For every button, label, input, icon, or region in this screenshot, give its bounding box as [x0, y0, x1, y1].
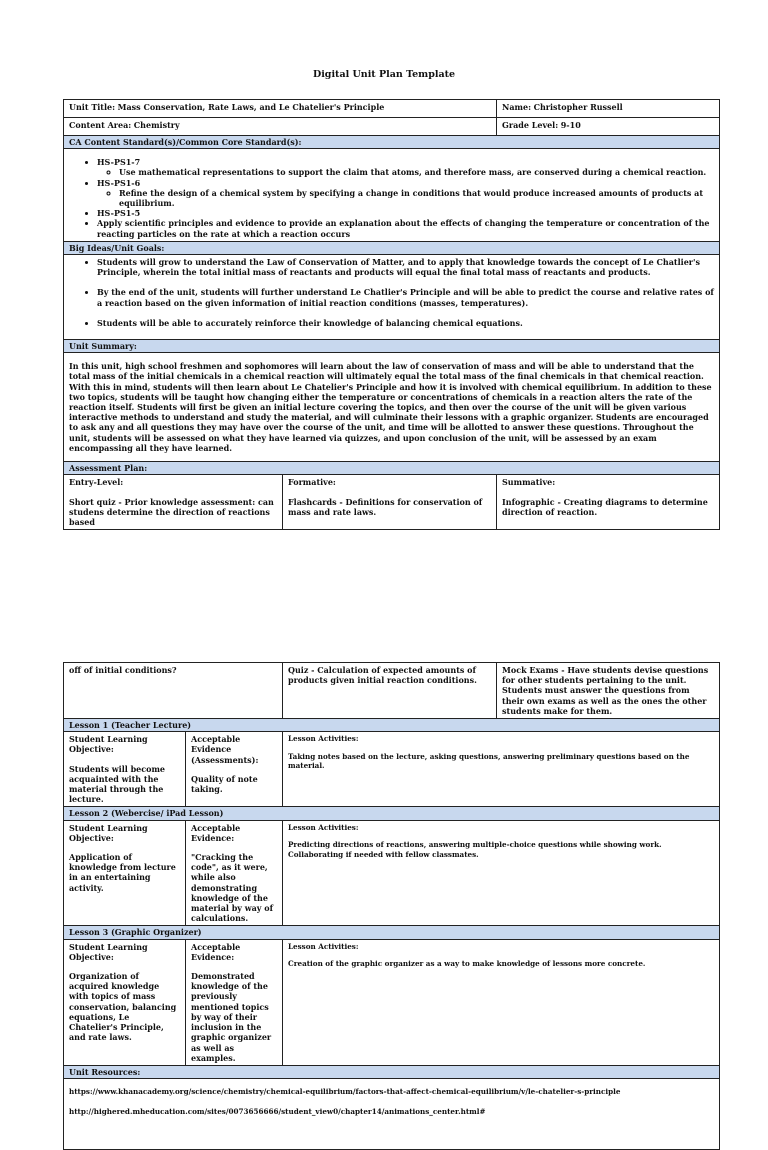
lesson-3-activities-cell: Lesson Activities: Creation of the graphic organizer as a way to make knowledge of lessons more concrete.	[283, 939, 720, 1065]
entry-level-continued: off of initial conditions?	[64, 663, 283, 719]
standard-description: ◦ Refine the design of a chemical system by specifying a change in conditions that would produce increased amounts of products at equilibrium.	[119, 188, 714, 208]
lesson-3-objective-cell: Student Learning Objective: Organization of acquired knowledge with topics of mass conservation, balancing equations, Le Chatelier's Principle, and rate laws.	[64, 939, 186, 1065]
unit-title-cell	[64, 100, 497, 118]
document-title: Digital Unit Plan Template	[312, 69, 456, 80]
standard-code: • HS-PS1-7	[97, 157, 714, 167]
lesson-1-evidence: Quality of note taking.	[191, 773, 258, 795]
entry-level-label: Entry-Level:	[69, 477, 124, 488]
unit-summary-heading: Unit Summary:	[64, 340, 720, 353]
standards-heading: CA Content Standard(s)/Common Core Standard(s):	[64, 136, 720, 149]
lesson-1-activities-cell: Lesson Activities: Taking notes based on the lecture, asking questions, answering preliminary questions based on the material.	[283, 732, 720, 807]
standard-code: • HS-PS1-6	[97, 178, 714, 188]
lesson-2-activities-cell: Lesson Activities: Predicting directions of reactions, answering multiple-choice questions while showing work. Collaborating if needed with fellow classmates.	[283, 820, 720, 926]
lesson-2-heading: Lesson 2 (Webercise/ iPad Lesson)	[64, 807, 720, 820]
lesson-1-objective: Students will become acquainted with the material through the lecture.	[69, 763, 166, 805]
content-area-row	[64, 118, 720, 136]
big-idea-item: • Students will grow to understand the Law of Conservation of Matter, and to apply that knowledge towards the concept of Le Chatlier's Principle, wherein the total initial mass of reactants and products will equal the final total mass of reactants and products.	[97, 257, 714, 277]
lesson-2-objective: Application of knowledge from lecture in an entertaining activity.	[69, 852, 176, 893]
summative-label: Summative:	[502, 477, 556, 488]
content-area-value: Chemistry	[133, 120, 180, 130]
formative-label: Formative:	[288, 477, 336, 488]
unit-summary-cell	[64, 353, 720, 462]
standard-code: • HS-PS1-5	[97, 208, 714, 218]
unit-title-label: Unit Title:	[69, 102, 116, 112]
big-ideas-list	[69, 257, 714, 328]
unit-title-row	[64, 100, 720, 118]
resource-link[interactable]: https://www.khanacademy.org/science/chemistry/chemical-equilibrium/factors-that-affect-chemical-equilibrium/v/le-chatelier-s-principle	[69, 1087, 621, 1097]
lesson-3-objective: Organization of acquired knowledge with topics of mass conservation, balancing equations, Le Chatelier's Principle, and rate laws.	[69, 971, 177, 1043]
lesson-2-objective-cell: Student Learning Objective: Application of knowledge from lecture in an entertaining activity.	[64, 820, 186, 926]
unit-summary-text: In this unit, high school freshmen and sophomores will learn about the law of conservation of mass and will be able to understand that the total mass of the initial chemicals in a chemical reaction will ultimately equal the total mass of the final chemicals in that chemical reaction. With this in mind, students will then learn about Le Chatelier's Principle and how it is involved with chemical equilibrium. In addition to these two topics, students will be taught how changing either the temperature or concentrations of chemicals in a reaction alters the rate of the reaction itself. Students will first be given an initial lecture covering the topics, and then over the course of the unit will be given various interactive methods to understand and study the material, and will culminate their lessons with a graphic organizer. Students are encouraged to ask any and all questions they may have over the course of the unit, and time will be allotted to answer these questions. Throughout the unit, students will be assessed on what they have learned via quizzes, and upon conclusion of the unit, will be assessed by an exam encompassing all they have learned.	[69, 361, 712, 453]
teacher-name-cell	[497, 100, 720, 118]
standard-description: • Apply scientific principles and evidence to provide an explanation about the effects of changing the temperature or concentration of the reacting particles on the rate at which a reaction occurs	[97, 218, 714, 238]
lesson-3-evidence-cell: Acceptable Evidence: Demonstrated knowledge of the previously mentioned topics by way of their inclusion in the graphic organizer as well as examples.	[186, 939, 283, 1065]
formative-text: Flashcards - Definitions for conservation of mass and rate laws.	[288, 496, 483, 517]
lesson-2-evidence: "Cracking the code", as it were, while also demonstrating knowledge of the material by way of calculations.	[191, 852, 274, 924]
lesson-1-activities: Taking notes based on the lecture, asking questions, answering preliminary questions based on the material.	[288, 751, 690, 771]
unit-plan-table-page2	[63, 662, 720, 1150]
lesson-1-objective-cell: Student Learning Objective: Students will become acquainted with the material through the lecture.	[64, 732, 186, 807]
lesson-3-heading: Lesson 3 (Graphic Organizer)	[64, 926, 720, 939]
unit-resources-cell	[64, 1079, 720, 1150]
summative-text: Infographic - Creating diagrams to determine direction of reaction.	[502, 496, 708, 517]
lesson-1-evidence-cell: Acceptable Evidence (Assessments): Quality of note taking.	[186, 732, 283, 807]
unit-resources-heading: Unit Resources:	[64, 1065, 720, 1078]
grade-level-value: 9-10	[560, 120, 581, 130]
assessment-plan-heading: Assessment Plan:	[64, 462, 720, 475]
standards-list	[69, 157, 714, 239]
unit-title-value: Mass Conservation, Rate Laws, and Le Chatelier's Principle	[117, 102, 385, 112]
standards-cell	[64, 149, 720, 242]
lesson-2-activities: Predicting directions of reactions, answering multiple-choice questions while showing work. Collaborating if needed with fellow classmates.	[288, 840, 662, 859]
content-area-label: Content Area:	[69, 120, 132, 130]
summative-cell	[497, 475, 720, 530]
standard-description: ◦ Use mathematical representations to support the claim that atoms, and therefore mass, are conserved during a chemical reaction.	[119, 167, 714, 177]
grade-level-cell	[497, 118, 720, 136]
big-idea-item: • Students will be able to accurately reinforce their knowledge of balancing chemical equations.	[97, 318, 714, 328]
big-idea-item: • By the end of the unit, students will further understand Le Chatlier's Principle and will be able to predict the course and relative rates of a reaction based on the given information of initial reaction conditions (masses, temperatures).	[97, 287, 714, 307]
entry-level-cell	[64, 475, 283, 530]
teacher-name-label: Name:	[502, 102, 532, 112]
content-area-cell	[64, 118, 497, 136]
teacher-name-value: Christopher Russell	[533, 102, 623, 112]
lesson-3-activities: Creation of the graphic organizer as a way to make knowledge of lessons more concrete.	[288, 959, 646, 969]
big-ideas-cell	[64, 255, 720, 340]
entry-level-text: Short quiz - Prior knowledge assessment: can studens determine the direction of reactions based	[69, 496, 274, 528]
big-ideas-heading: Big Ideas/Unit Goals:	[64, 241, 720, 254]
formative-cell	[283, 475, 497, 530]
grade-level-label: Grade Level:	[502, 120, 559, 130]
formative-continued: Quiz - Calculation of expected amounts of products given initial reaction conditions.	[283, 663, 497, 719]
summative-continued: Mock Exams - Have students devise questions for other students pertaining to the unit. Students must answer the questions from their own exams as well as the ones the other students make for them.	[497, 663, 720, 719]
lesson-3-evidence: Demonstrated knowledge of the previously mentioned topics by way of their inclusion in the graphic organizer as well as examples.	[191, 971, 272, 1063]
lesson-2-evidence-cell: Acceptable Evidence: "Cracking the code", as it were, while also demonstrating knowledge of the material by way of calculations.	[186, 820, 283, 926]
lesson-1-heading: Lesson 1 (Teacher Lecture)	[64, 719, 720, 732]
resource-link[interactable]: http://highered.mheducation.com/sites/0073656666/student_view0/chapter14/animations_center.html#	[69, 1106, 486, 1116]
unit-plan-table-page1	[63, 99, 720, 530]
